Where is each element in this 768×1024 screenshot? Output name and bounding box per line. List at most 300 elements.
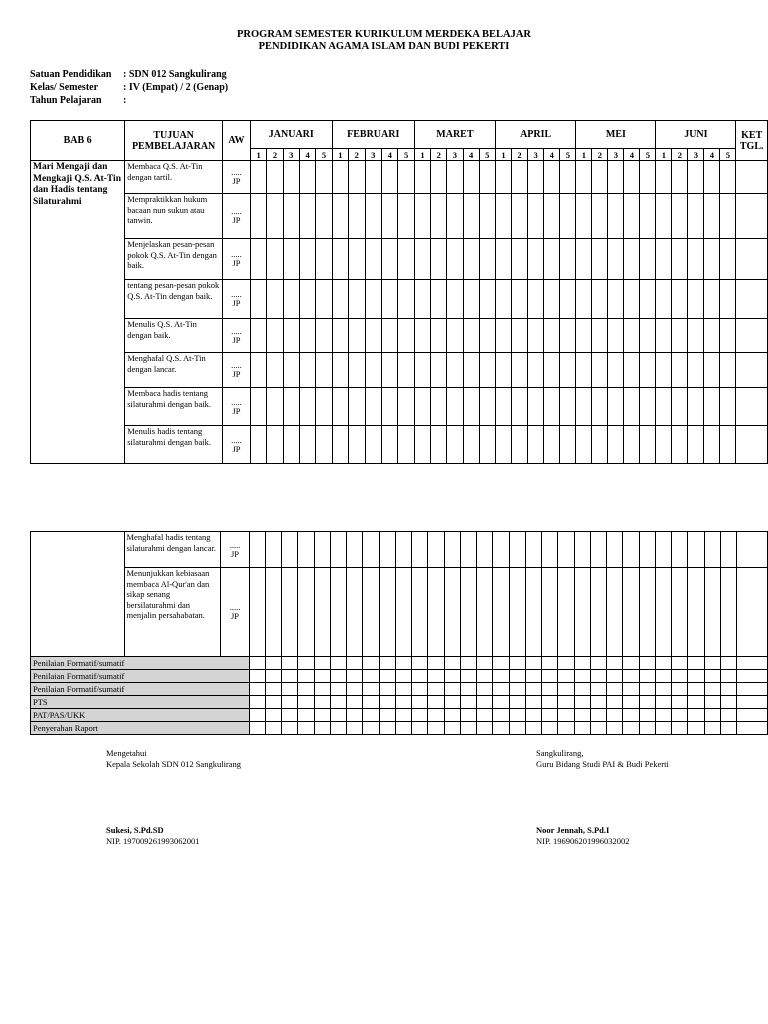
week-cell (495, 194, 511, 239)
week-cell (365, 280, 381, 319)
week-cell (544, 353, 560, 388)
week-cell (704, 280, 720, 319)
week-cell (250, 388, 266, 426)
week-cell (640, 388, 656, 426)
week-cell (249, 568, 265, 657)
week-cell (428, 696, 444, 709)
week-cell (365, 194, 381, 239)
week-cell (495, 426, 511, 464)
week-cell (558, 670, 574, 683)
week-cell (493, 657, 509, 670)
week-cell (381, 280, 397, 319)
week-cell (493, 568, 509, 657)
week-cell (542, 722, 558, 735)
assessment-label: Penilaian Formatif/sumatif (31, 670, 250, 683)
week-cell (639, 696, 655, 709)
week-number: 4 (704, 149, 720, 161)
week-cell (525, 709, 541, 722)
week-cell (544, 161, 560, 194)
week-cell (528, 161, 544, 194)
week-cell (528, 239, 544, 280)
assessment-label: PAT/PAS/UKK (31, 709, 250, 722)
week-cell (316, 426, 332, 464)
week-cell (495, 319, 511, 353)
table-row (31, 532, 768, 568)
header-month: FEBRUARI (332, 121, 414, 149)
assessment-row (31, 696, 768, 709)
signature-right-line1: Sangkulirang, (536, 748, 584, 758)
week-cell (349, 239, 365, 280)
week-cell (332, 239, 348, 280)
week-cell (249, 670, 265, 683)
week-cell (299, 353, 315, 388)
week-cell (590, 683, 606, 696)
week-cell (349, 319, 365, 353)
week-cell (576, 353, 592, 388)
week-cell (574, 722, 590, 735)
week-cell (265, 657, 281, 670)
week-cell (363, 722, 379, 735)
week-cell (444, 722, 460, 735)
week-cell (250, 280, 266, 319)
week-cell (704, 657, 720, 670)
week-cell (299, 280, 315, 319)
week-cell (265, 683, 281, 696)
week-cell (607, 532, 623, 568)
week-cell (330, 696, 346, 709)
week-cell (688, 532, 704, 568)
week-cell (365, 353, 381, 388)
week-cell (608, 319, 624, 353)
week-cell (608, 280, 624, 319)
week-cell (592, 319, 608, 353)
week-cell (528, 426, 544, 464)
week-number: 2 (267, 149, 283, 161)
week-cell (688, 657, 704, 670)
week-cell (250, 194, 266, 239)
week-cell (314, 657, 330, 670)
week-cell (688, 319, 704, 353)
week-cell (512, 353, 528, 388)
aw-unit: JP (232, 443, 241, 454)
week-number: 1 (250, 149, 266, 161)
bab-cell-empty (31, 532, 125, 657)
week-cell (250, 426, 266, 464)
header-month: JANUARI (250, 121, 332, 149)
signature-left-line2: Kepala Sekolah SDN 012 Sangkulirang (106, 759, 242, 769)
week-cell (672, 426, 688, 464)
week-cell (608, 161, 624, 194)
tujuan-cell: Membaca hadis tentang silaturahmi dengan baik. (125, 388, 223, 426)
ket-cell (736, 194, 768, 239)
week-cell (381, 353, 397, 388)
week-cell (558, 683, 574, 696)
aw-dots: ..... (231, 434, 242, 445)
week-number: 3 (608, 149, 624, 161)
week-cell (447, 353, 463, 388)
week-cell (528, 280, 544, 319)
week-cell (509, 568, 525, 657)
week-cell (283, 280, 299, 319)
week-cell (639, 709, 655, 722)
week-cell (542, 568, 558, 657)
week-cell (332, 319, 348, 353)
aw-unit: JP (232, 334, 241, 345)
week-cell (592, 388, 608, 426)
week-cell (544, 388, 560, 426)
week-cell (512, 161, 528, 194)
week-cell (365, 161, 381, 194)
week-cell (460, 670, 476, 683)
week-cell (250, 353, 266, 388)
week-cell (623, 568, 639, 657)
assessment-row (31, 657, 768, 670)
aw-unit: JP (232, 405, 241, 416)
week-cell (398, 161, 414, 194)
week-cell (542, 657, 558, 670)
week-cell (590, 709, 606, 722)
week-cell (282, 709, 298, 722)
week-cell (379, 722, 395, 735)
week-cell (347, 670, 363, 683)
week-cell (560, 194, 576, 239)
week-cell (493, 709, 509, 722)
week-cell (349, 353, 365, 388)
week-cell (639, 657, 655, 670)
week-cell (363, 568, 379, 657)
week-cell (299, 239, 315, 280)
tujuan-cell: Menghafal hadis tentang silaturahmi dengan lancar. (124, 532, 221, 568)
week-cell (428, 709, 444, 722)
week-number: 5 (398, 149, 414, 161)
week-cell (298, 568, 314, 657)
week-cell (525, 532, 541, 568)
info-year (30, 94, 126, 107)
week-cell (460, 709, 476, 722)
week-cell (509, 722, 525, 735)
week-cell (574, 683, 590, 696)
week-cell (574, 568, 590, 657)
week-cell (525, 670, 541, 683)
week-cell (314, 532, 330, 568)
week-cell (347, 722, 363, 735)
week-cell (431, 161, 447, 194)
week-cell (672, 696, 688, 709)
week-cell (493, 722, 509, 735)
week-cell (720, 161, 736, 194)
ket-cell (736, 426, 768, 464)
aw-dots: ..... (231, 396, 242, 407)
week-cell (525, 683, 541, 696)
week-cell (314, 670, 330, 683)
week-cell (379, 532, 395, 568)
week-cell (398, 239, 414, 280)
week-cell (363, 532, 379, 568)
week-cell (431, 319, 447, 353)
week-cell (672, 353, 688, 388)
week-cell (460, 683, 476, 696)
info-class-value: : IV (Empat) / 2 (Genap) (123, 82, 229, 93)
week-cell (688, 388, 704, 426)
week-cell (479, 426, 495, 464)
week-cell (655, 722, 671, 735)
week-cell (608, 426, 624, 464)
week-cell (624, 388, 640, 426)
week-cell (592, 194, 608, 239)
week-cell (560, 388, 576, 426)
week-cell (525, 568, 541, 657)
week-cell (656, 161, 672, 194)
week-cell (704, 353, 720, 388)
week-cell (590, 696, 606, 709)
signature-left-line1: Mengetahui (106, 748, 147, 758)
week-cell (349, 388, 365, 426)
week-cell (363, 696, 379, 709)
header-tujuan: TUJUAN PEMBELAJARAN (125, 121, 223, 161)
week-cell (704, 696, 720, 709)
week-cell (283, 426, 299, 464)
week-cell (672, 388, 688, 426)
table-row (31, 280, 768, 319)
week-cell (249, 696, 265, 709)
week-cell (512, 280, 528, 319)
week-cell (672, 161, 688, 194)
week-cell (720, 280, 736, 319)
week-cell (704, 683, 720, 696)
week-cell (672, 683, 688, 696)
week-cell (314, 568, 330, 657)
week-cell (720, 722, 736, 735)
week-cell (250, 239, 266, 280)
header-ket: KET TGL. (736, 121, 768, 161)
week-cell (655, 532, 671, 568)
week-cell (477, 568, 493, 657)
week-cell (349, 194, 365, 239)
week-cell (560, 353, 576, 388)
week-cell (655, 670, 671, 683)
week-cell (249, 532, 265, 568)
week-cell (704, 161, 720, 194)
week-cell (479, 194, 495, 239)
week-cell (379, 683, 395, 696)
week-cell (720, 319, 736, 353)
week-cell (495, 161, 511, 194)
week-number: 1 (656, 149, 672, 161)
week-number: 4 (299, 149, 315, 161)
week-cell (379, 657, 395, 670)
week-cell (590, 568, 606, 657)
week-cell (431, 388, 447, 426)
week-cell (512, 239, 528, 280)
week-cell (656, 280, 672, 319)
week-cell (282, 683, 298, 696)
aw-cell (222, 353, 250, 388)
bab-title: Mari Mengaji dan Mengkaji Q.S. At-Tin dan Hadis tentang Silaturahmi (31, 161, 125, 464)
week-cell (672, 657, 688, 670)
week-cell (299, 161, 315, 194)
week-cell (398, 280, 414, 319)
week-cell (544, 194, 560, 239)
week-cell (265, 696, 281, 709)
week-cell (639, 722, 655, 735)
week-cell (576, 161, 592, 194)
signature-left-name: Sukesi, S.Pd.SD (106, 825, 164, 835)
ket-cell (737, 709, 768, 722)
week-cell (509, 709, 525, 722)
week-cell (688, 683, 704, 696)
table-row (31, 319, 768, 353)
schedule-table-part2 (30, 531, 768, 735)
week-cell (525, 696, 541, 709)
week-cell (398, 194, 414, 239)
week-cell (282, 532, 298, 568)
week-cell (395, 657, 411, 670)
week-cell (688, 280, 704, 319)
week-cell (509, 683, 525, 696)
week-cell (495, 239, 511, 280)
week-cell (624, 194, 640, 239)
week-cell (558, 532, 574, 568)
week-cell (720, 239, 736, 280)
week-cell (558, 657, 574, 670)
week-cell (640, 319, 656, 353)
week-cell (332, 388, 348, 426)
ket-cell (736, 353, 768, 388)
week-cell (560, 319, 576, 353)
week-cell (542, 709, 558, 722)
week-cell (688, 670, 704, 683)
week-cell (560, 280, 576, 319)
week-cell (607, 568, 623, 657)
week-cell (672, 670, 688, 683)
signature-right-nip: NIP. 196906201996032002 (536, 836, 630, 846)
week-cell (330, 683, 346, 696)
week-cell (623, 683, 639, 696)
week-cell (590, 670, 606, 683)
week-cell (412, 709, 428, 722)
week-cell (544, 239, 560, 280)
week-cell (316, 161, 332, 194)
week-cell (704, 722, 720, 735)
week-number: 5 (640, 149, 656, 161)
week-cell (298, 532, 314, 568)
ket-cell (736, 280, 768, 319)
week-cell (347, 532, 363, 568)
week-cell (592, 239, 608, 280)
week-cell (624, 426, 640, 464)
week-cell (363, 683, 379, 696)
week-cell (447, 426, 463, 464)
aw-unit: JP (232, 176, 241, 186)
aw-cell (222, 319, 250, 353)
week-cell (349, 426, 365, 464)
week-cell (688, 568, 704, 657)
week-cell (249, 722, 265, 735)
week-cell (623, 709, 639, 722)
week-cell (608, 239, 624, 280)
week-cell (398, 353, 414, 388)
week-cell (672, 319, 688, 353)
week-cell (299, 319, 315, 353)
week-cell (316, 280, 332, 319)
week-number: 5 (720, 149, 736, 161)
week-cell (493, 532, 509, 568)
tujuan-cell: Menunjukkan kebiasaan membaca Al-Qur'an dan sikap senang bersilaturahmi dan menjalin persahabatan. (124, 568, 221, 657)
assessment-row (31, 709, 768, 722)
week-cell (509, 696, 525, 709)
week-cell (414, 194, 430, 239)
aw-dots: ..... (231, 167, 242, 177)
week-cell (298, 683, 314, 696)
week-cell (576, 239, 592, 280)
week-cell (283, 239, 299, 280)
info-school (30, 68, 227, 81)
week-cell (365, 426, 381, 464)
tujuan-cell: Menjelaskan pesan-pesan pokok Q.S. At-Tin dengan baik. (125, 239, 223, 280)
week-cell (431, 426, 447, 464)
week-cell (379, 696, 395, 709)
week-cell (720, 670, 736, 683)
assessment-label: Penilaian Formatif/sumatif (31, 657, 250, 670)
week-cell (249, 657, 265, 670)
week-cell (444, 683, 460, 696)
aw-cell (222, 280, 250, 319)
week-cell (639, 532, 655, 568)
week-cell (495, 353, 511, 388)
week-cell (544, 319, 560, 353)
week-cell (512, 194, 528, 239)
week-cell (704, 568, 720, 657)
week-cell (477, 532, 493, 568)
week-cell (330, 722, 346, 735)
week-cell (444, 568, 460, 657)
week-cell (574, 670, 590, 683)
signature-left-nip: NIP. 197009261993062001 (106, 836, 200, 846)
week-number: 3 (283, 149, 299, 161)
aw-unit: JP (232, 298, 241, 308)
week-number: 5 (316, 149, 332, 161)
week-cell (316, 319, 332, 353)
week-cell (656, 239, 672, 280)
week-number: 2 (672, 149, 688, 161)
week-cell (316, 353, 332, 388)
table-row (31, 161, 768, 194)
week-cell (558, 722, 574, 735)
week-cell (560, 239, 576, 280)
week-cell (704, 426, 720, 464)
week-cell (672, 709, 688, 722)
week-cell (365, 388, 381, 426)
week-cell (512, 319, 528, 353)
week-cell (365, 319, 381, 353)
tujuan-cell: Menulis Q.S. At-Tin dengan baik. (125, 319, 223, 353)
week-number: 3 (688, 149, 704, 161)
week-cell (249, 683, 265, 696)
week-cell (477, 683, 493, 696)
week-cell (607, 683, 623, 696)
week-cell (249, 709, 265, 722)
week-cell (479, 319, 495, 353)
week-cell (412, 722, 428, 735)
week-cell (316, 239, 332, 280)
week-cell (720, 388, 736, 426)
aw-dots: ..... (231, 325, 242, 336)
table-row (31, 239, 768, 280)
week-cell (528, 388, 544, 426)
week-cell (704, 388, 720, 426)
info-school-label: Satuan Pendidikan (30, 69, 112, 80)
week-cell (298, 709, 314, 722)
